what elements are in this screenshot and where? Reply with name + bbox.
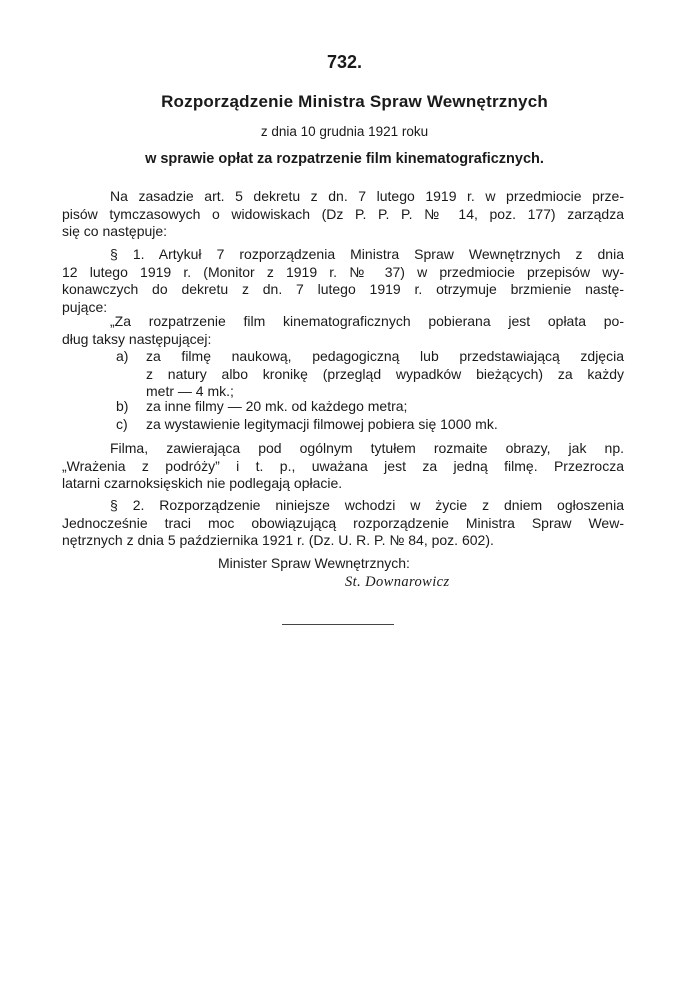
section-2-line-1: § 2. Rozporządzenie niniejsze wchodzi w życie z dniem ogłoszenia	[110, 497, 624, 513]
section-1-line-3: konawczych do dekretu z dn. 7 lutego 1919 r. otrzymuje brzmienie nastę-	[62, 281, 624, 297]
section-1-line-2: 12 lutego 1919 r. (Monitor z 1919 r. № 37) w przedmiocie przepisów wy-	[62, 263, 624, 280]
section-1-line-1: § 1. Artykuł 7 rozporządzenia Ministra Spraw Wewnętrznych z dnia	[110, 246, 624, 262]
closing-rule	[282, 624, 394, 625]
quote-line-2: dług taksy następującej:	[62, 330, 212, 347]
list-item-a-line-3: metr — 4 mk.;	[146, 383, 234, 399]
note-line-1: Filma, zawierająca pod ogólnym tytułem rozmaite obrazy, jak np.	[110, 440, 624, 456]
section-1-paragraph	[62, 246, 624, 316]
list-item-a	[116, 348, 624, 401]
document-subject: w sprawie opłat za rozpatrzenie film kinematograficznych.	[145, 151, 544, 167]
quoted-article	[62, 313, 624, 348]
signer-title: Minister Spraw Wewnętrznych:	[218, 555, 410, 571]
list-item-c-label: c)	[116, 416, 128, 432]
list-item-b	[116, 398, 624, 416]
note-line-2: „Wrażenia z podróży” i t. p., uważana jest za jedną filmę. Przezrocza	[62, 457, 624, 474]
section-2-paragraph	[62, 497, 624, 550]
list-item-b-text: za inne filmy — 20 mk. od każdego metra;	[146, 398, 408, 414]
list-item-b-label: b)	[116, 398, 129, 414]
document-dateline: z dnia 10 grudnia 1921 roku	[260, 124, 429, 139]
document-title: Rozporządzenie Ministra Spraw Wewnętrznych	[161, 92, 548, 111]
quote-line-1: „Za rozpatrzenie film kinematograficznych pobierana jest opłata po-	[110, 313, 624, 329]
intro-line-1: Na zasadzie art. 5 dekretu z dn. 7 lutego 1919 r. w przedmiocie prze-	[110, 188, 624, 204]
note-paragraph	[62, 440, 624, 493]
list-item-c	[116, 416, 624, 434]
section-2-line-2: Jednocześnie traci moc obowiązującą rozporządzenie Ministra Spraw Wew-	[62, 514, 624, 531]
section-2-line-3: nętrznych z dnia 5 października 1921 r. (Dz. U. R. P. № 84, poz. 602).	[62, 532, 494, 548]
list-item-a-label: a)	[116, 348, 129, 364]
signature-name: St. Downarowicz	[345, 574, 450, 590]
list-item-a-first-line	[116, 348, 624, 366]
document-number: 732.	[326, 52, 363, 72]
section-1-line-4: pujące:	[62, 298, 108, 315]
list-item-c-text: za wystawienie legitymacji filmowej pobiera się 1000 mk.	[146, 416, 498, 432]
list-item-a-line-1: za filmę naukową, pedagogiczną lub przedstawiającą zdjęcia	[146, 348, 624, 364]
intro-paragraph	[62, 188, 624, 241]
intro-line-2: pisów tymczasowych o widowiskach (Dz P. P. P. № 14, poz. 177) zarządza	[62, 205, 624, 222]
note-line-3: latarni czarnoksięskich nie podlegają opłacie.	[62, 475, 343, 491]
list-item-a-line-2: z natury albo kronikę (przegląd wypadków bieżących) za każdy	[146, 365, 624, 382]
intro-line-3: się co następuje:	[62, 223, 168, 239]
